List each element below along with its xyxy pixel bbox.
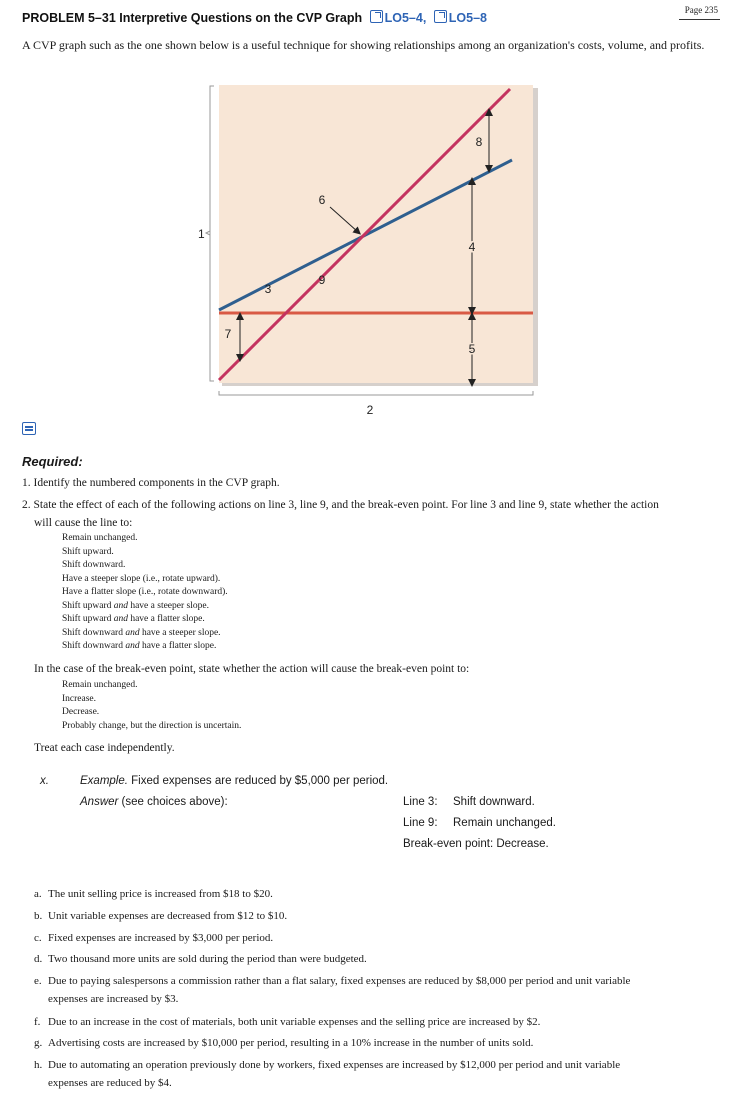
case-f (34, 1013, 719, 1031)
line3-label: Line 3: (403, 796, 438, 808)
line-choice: Shift upward. (62, 546, 114, 557)
bep-choice: Decrease. (62, 707, 100, 717)
case-label: c. (34, 932, 42, 944)
answer-line (80, 796, 228, 808)
case-text: The unit selling price is increased from $18 to $20. (48, 888, 273, 900)
brace-1 (210, 86, 214, 381)
case-e (34, 972, 719, 1008)
case-b (34, 907, 719, 925)
line9-label: Line 9: (403, 817, 438, 829)
line-choice: Shift upward and have a steeper slope. (62, 600, 209, 611)
case-text: Due to an increase in the cost of materials, both unit variable expenses and the selling price are increased by $2. (48, 1016, 541, 1028)
case-text-continued: expenses are increased by $3. (48, 993, 179, 1005)
case-label: f. (34, 1016, 41, 1028)
answer-text: (see choices above): (118, 796, 228, 808)
page-number: Page 235 (679, 3, 720, 20)
graph-label-7: 7 (224, 327, 232, 341)
line-choice: Have a steeper slope (i.e., rotate upward). (62, 573, 221, 584)
line-choice: Shift downward and have a steeper slope. (62, 627, 221, 638)
line-choice: Shift downward and have a flatter slope. (62, 641, 217, 651)
case-g (34, 1034, 719, 1052)
brace-1-tick (206, 231, 210, 235)
line-choice: Shift upward and have a flatter slope. (62, 614, 205, 624)
brace-2 (219, 391, 533, 395)
answer-word: Answer (80, 796, 119, 808)
graph-label-1: 1 (198, 227, 205, 241)
case-label: d. (34, 953, 43, 965)
bep-answer: Break-even point: Decrease. (403, 838, 549, 850)
example-label: x. (40, 775, 49, 787)
line-choice: Have a flatter slope (i.e., rotate downward). (62, 587, 228, 597)
graph-label-6: 6 (318, 193, 326, 207)
bep-intro: In the case of the break-even point, state whether the action will cause the break-even point to: (34, 663, 470, 675)
treat-independently: Treat each case independently. (34, 742, 175, 754)
case-label: e. (34, 975, 42, 987)
lo-link-5-4[interactable]: LO5–4, (384, 11, 427, 25)
bep-choice: Increase. (62, 693, 97, 704)
case-text: Due to paying salespersons a commission rather than a flat salary, fixed expenses are reduced by $8,000 per period and unit variable (48, 975, 631, 987)
line-choices-list (62, 532, 228, 654)
case-h (34, 1056, 719, 1092)
case-text: Two thousand more units are sold during the period than were budgeted. (48, 953, 367, 965)
cvp-graph (0, 0, 754, 430)
case-label: h. (34, 1059, 43, 1071)
lo-link-5-8[interactable]: LO5–8 (448, 11, 487, 25)
case-label: g. (34, 1037, 43, 1049)
case-label: a. (34, 888, 42, 900)
graph-label-5: 5 (468, 342, 476, 356)
case-a (34, 885, 719, 903)
example-text: Fixed expenses are reduced by $5,000 per period. (127, 775, 389, 787)
case-label: b. (34, 910, 43, 922)
ebook-icon[interactable] (22, 422, 36, 435)
case-d (34, 950, 719, 968)
question-1: 1. Identify the numbered components in the CVP graph. (22, 477, 280, 489)
example-word: Example. (80, 775, 128, 787)
case-c (34, 929, 719, 947)
example-line (80, 775, 388, 787)
line-choice: Shift downward. (62, 560, 126, 570)
graph-label-3: 3 (264, 282, 272, 296)
bep-choice: Remain unchanged. (62, 680, 138, 690)
question-2-line-2: will cause the line to: (34, 517, 133, 529)
line9-value: Remain unchanged. (453, 817, 556, 829)
case-text-continued: expenses are reduced by $4. (48, 1077, 172, 1089)
case-text: Unit variable expenses are decreased from $12 to $10. (48, 910, 288, 922)
intro-text: A CVP graph such as the one shown below is a useful technique for showing relationships among an organization's costs, volume, and profits. (22, 38, 705, 52)
graph-area (219, 85, 533, 383)
problem-heading: PROBLEM 5–31 Interpretive Questions on the CVP Graph (22, 11, 363, 25)
required-heading: Required: (22, 454, 83, 469)
case-text: Advertising costs are increased by $10,000 per period, resulting in a 10% increase in the number of units sold. (48, 1037, 534, 1049)
case-text: Due to automating an operation previously done by workers, fixed expenses are increased by $12,000 per period and unit variable (48, 1059, 621, 1071)
graph-label-9: 9 (318, 273, 326, 287)
graph-label-8: 8 (475, 135, 483, 149)
case-text: Fixed expenses are increased by $3,000 per period. (48, 932, 274, 944)
bep-choice: Probably change, but the direction is uncertain. (62, 720, 242, 731)
graph-label-4: 4 (468, 240, 476, 254)
graph-label-2: 2 (366, 403, 374, 417)
line3-value: Shift downward. (453, 796, 535, 808)
question-2-line-1: 2. State the effect of each of the following actions on line 3, line 9, and the break-even point. For line 3 and line 9, state whether the action (22, 499, 659, 511)
line-choice: Remain unchanged. (62, 533, 138, 543)
bep-choices-list (62, 679, 241, 733)
